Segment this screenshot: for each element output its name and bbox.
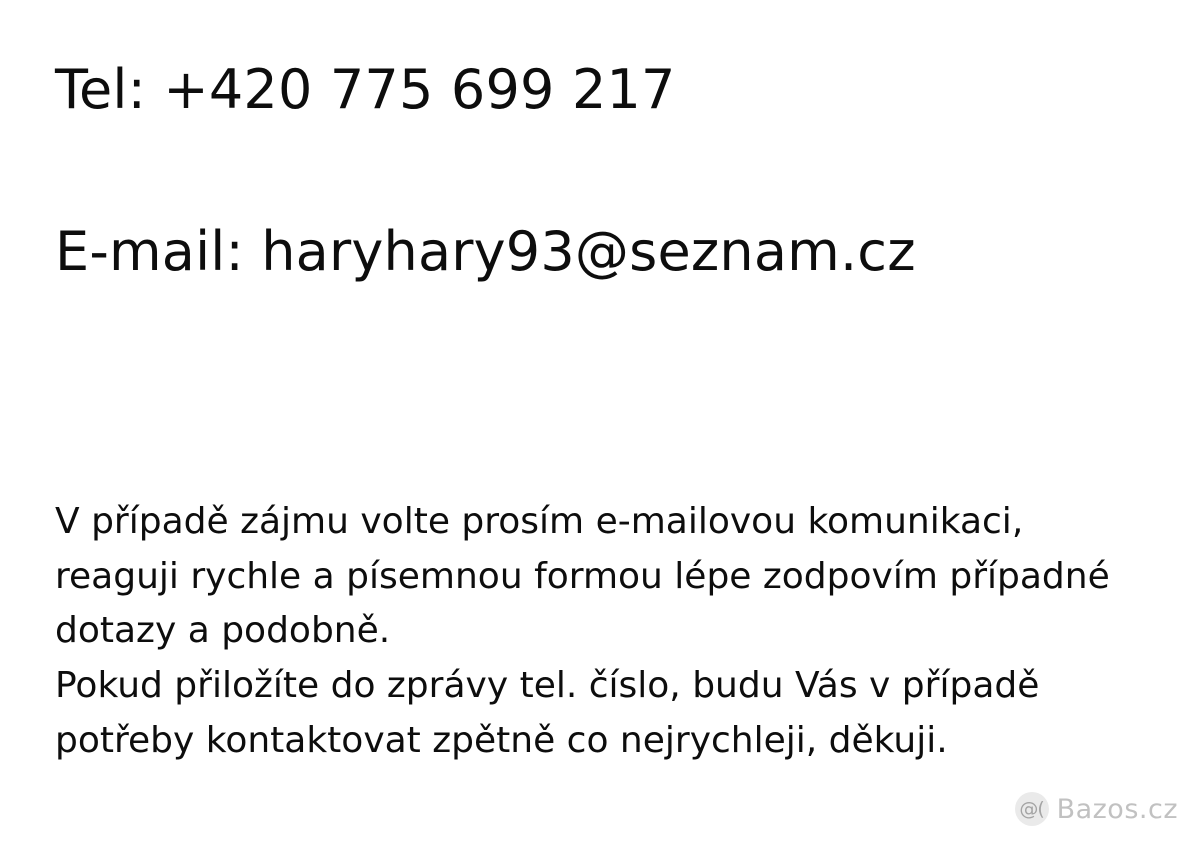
note-line-1: V případě zájmu volte prosím e-mailovou komunikaci, — [55, 501, 1024, 542]
note-line-2: reaguji rychle a písemnou formou lépe zodpovím případné — [55, 555, 1110, 597]
phone-line: Tel: +420 775 699 217 — [55, 58, 676, 121]
bazos-logo-icon: @( — [1015, 792, 1049, 826]
watermark — [1015, 792, 1178, 826]
note-line-5: potřeby kontaktovat zpětně co nejrychleji, děkuji. — [55, 719, 948, 761]
email-line: E-mail: haryhary93@seznam.cz — [55, 219, 916, 283]
note-line-3: dotazy a podobně. — [55, 610, 391, 652]
note-line-4: Pokud přiložíte do zprávy tel. číslo, budu Vás v případě — [55, 665, 1040, 707]
note-paragraph-1 — [55, 495, 1165, 659]
contact-block — [55, 58, 1145, 283]
watermark-label: Bazos.cz — [1056, 793, 1178, 825]
note-block — [55, 495, 1165, 769]
note-paragraph-2 — [55, 659, 1165, 768]
